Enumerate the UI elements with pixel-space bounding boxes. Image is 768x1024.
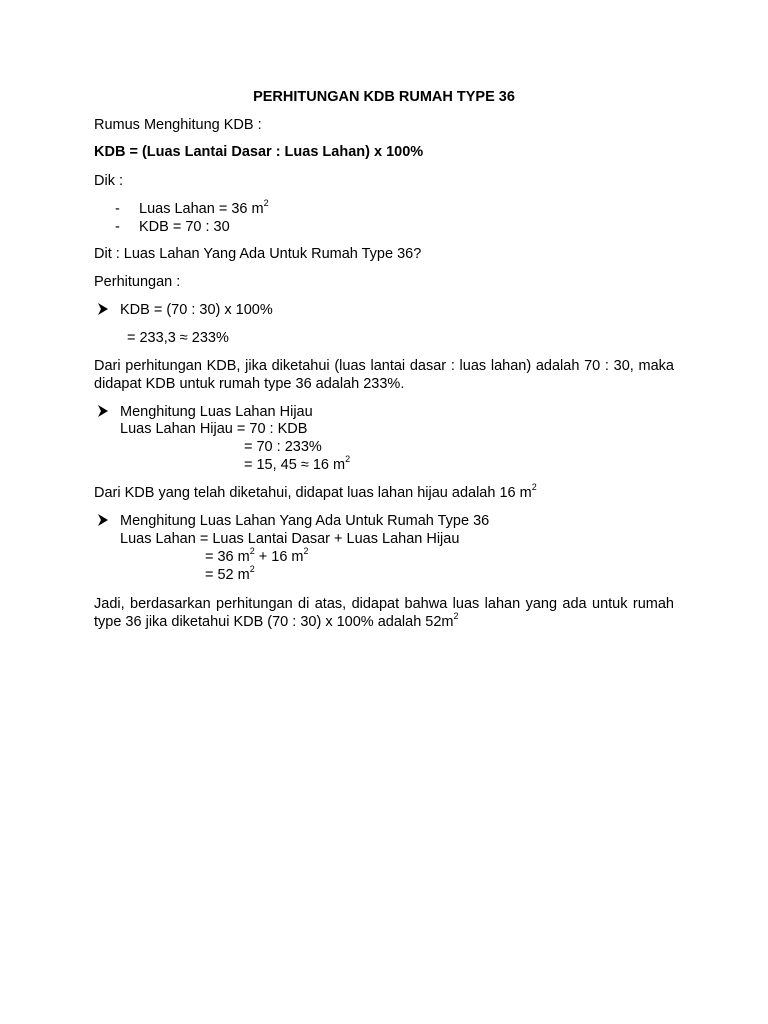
calc2-heading: Menghitung Luas Lahan Hijau (120, 404, 313, 420)
arrowhead-bullet-icon (98, 514, 108, 526)
calc3-heading: Menghitung Luas Lahan Yang Ada Untuk Rumah Type 36 (120, 513, 490, 529)
arrowhead-bullet-icon (98, 303, 108, 315)
dik-item-text: Luas Lahan = 36 $m^2$ (139, 198, 269, 217)
arrowhead-bullet-icon (98, 405, 108, 417)
dik-item-text: KDB = 70 : 30 (139, 219, 230, 235)
calc2-line1: Luas Lahan Hijau = 70 : KDB (120, 421, 308, 437)
paragraph-kdb-result: Dari perhitungan KDB, jika diketahui (luas lantai dasar : luas lahan) adalah 70 : 30, maka didapat KDB untuk rumah type 36 adalah 233%. (94, 358, 674, 392)
perhitungan-label: Perhitungan : (94, 274, 181, 290)
dit-text: Dit : Luas Lahan Yang Ada Untuk Rumah Type 36? (94, 246, 422, 262)
calc1-line1: KDB = (70 : 30) x 100% (120, 302, 273, 318)
calc3-line3: = 52 $m^2$ (205, 564, 255, 583)
dash-bullet: - (115, 201, 120, 217)
rumus-label: Rumus Menghitung KDB : (94, 117, 262, 133)
calc3-line2: = 36 $m^2 + 16$ $m^2$ (205, 546, 309, 565)
paragraph-green-area: Dari KDB yang telah diketahui, didapat luas lahan hijau adalah 16 $m^2$ (94, 482, 537, 501)
calc1-line2: = 233,3 ≈ 233% (127, 330, 229, 346)
document-title: PERHITUNGAN KDB RUMAH TYPE 36 (253, 89, 515, 105)
calc2-line3: = 15, 45 ≈ 16 $m^2$ (244, 454, 351, 473)
dash-bullet: - (115, 219, 120, 235)
paragraph-conclusion: Jadi, berdasarkan perhitungan di atas, didapat bahwa luas lahan yang ada untuk rumah type 36 jika diketahui KDB (70 : 30) x 100% adalah $52m^2$ (94, 596, 674, 630)
dik-label: Dik : (94, 173, 123, 189)
calc2-line2: = 70 : 233% (244, 439, 322, 455)
rumus-formula: KDB = (Luas Lantai Dasar : Luas Lahan) x 100% (94, 144, 424, 160)
calc3-line1: Luas Lahan = Luas Lantai Dasar + Luas Lahan Hijau (120, 531, 460, 547)
